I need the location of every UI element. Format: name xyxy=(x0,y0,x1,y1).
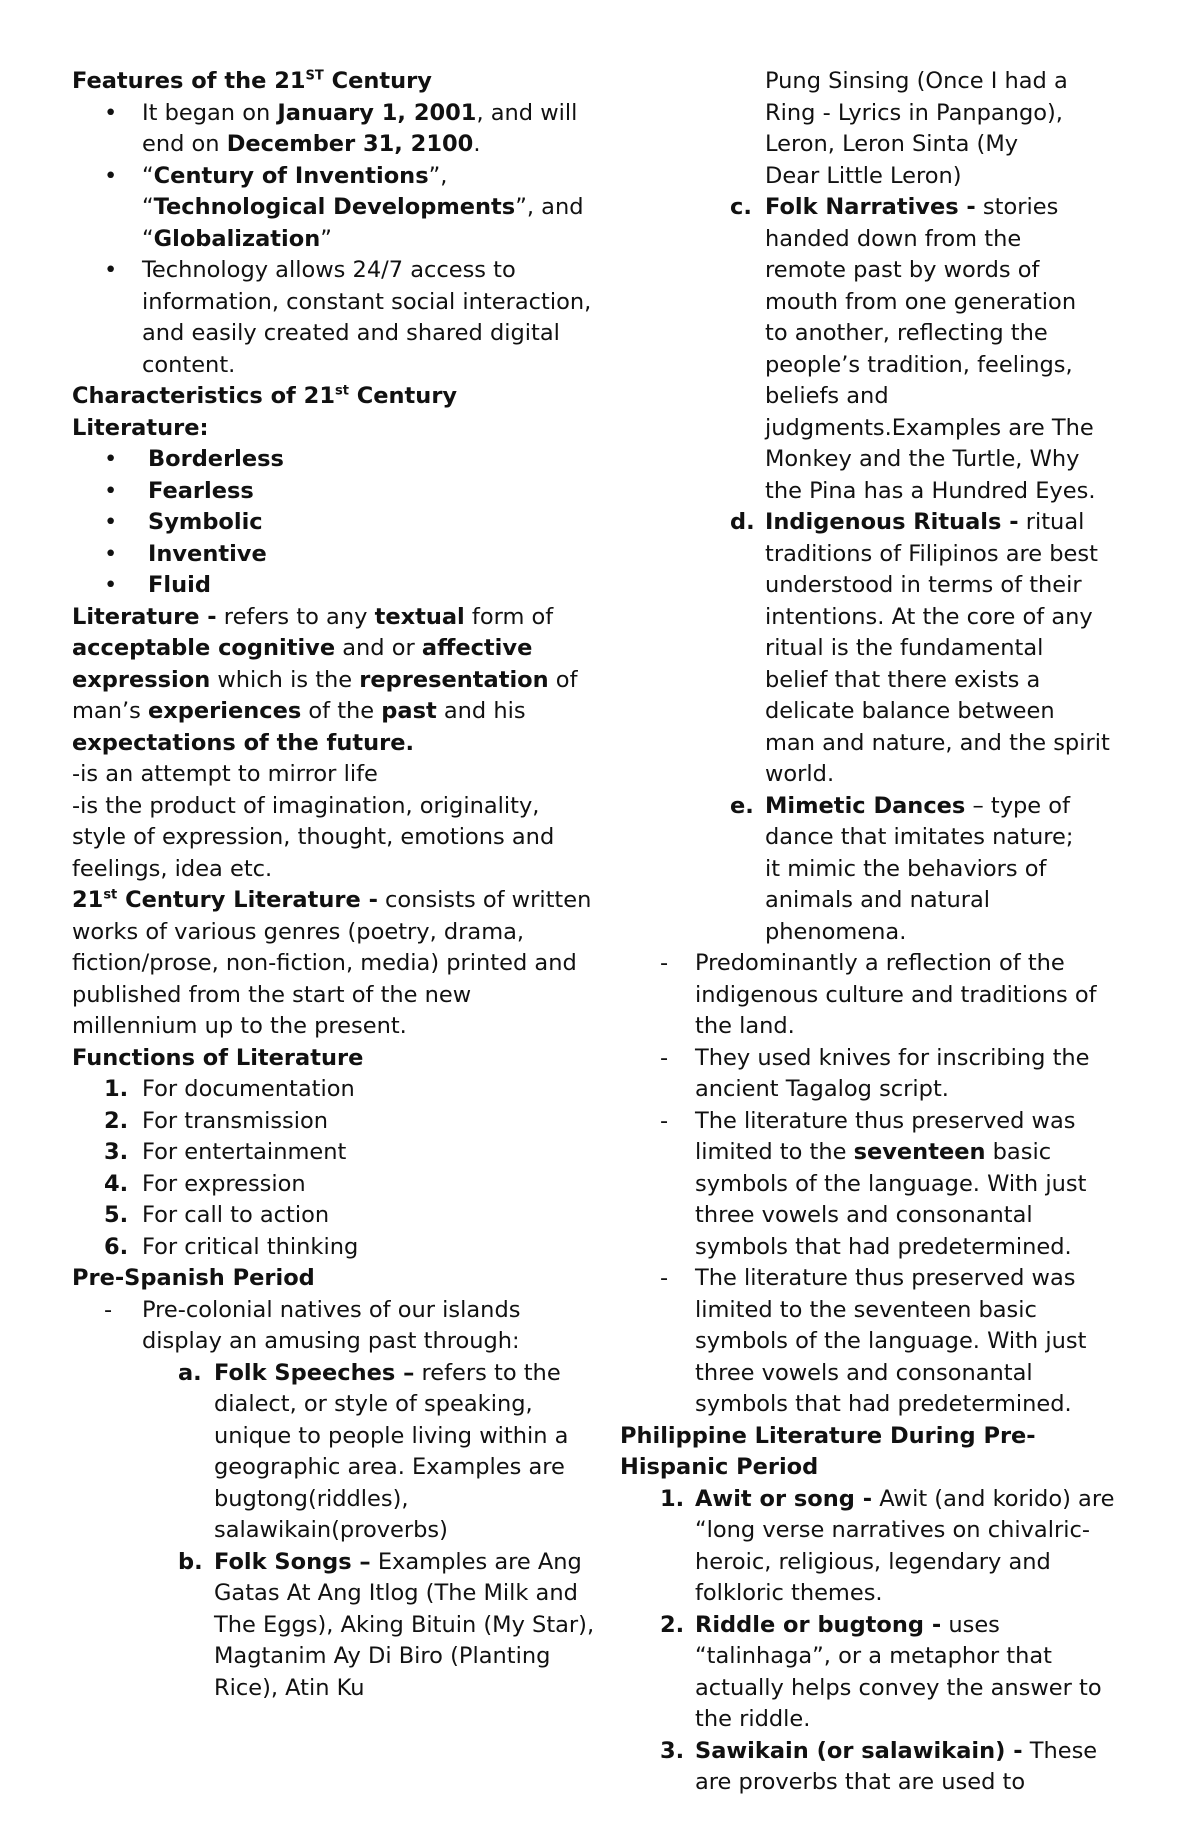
prespanish-intro: - Pre-colonial natives of our islands display an amusing past through: xyxy=(104,1296,521,1354)
characteristic-item: • Fluid xyxy=(104,572,211,598)
dash-item-seventeen-repeat: - The literature thus preserved was limited to the seventeen basic symbols of the language. With just three vowels and consonantal symbols that had predetermined. xyxy=(660,1265,1087,1417)
literature-definition: Literature - refers to any textual form of acceptable cognitive and or affective expression which is the representation of man’s experiences of the past and his expectations of the future. xyxy=(72,603,578,756)
literature-line-mirror: -is an attempt to mirror life xyxy=(72,761,378,787)
literature-line-product: -is the product of imagination, originality, style of expression, thought, emotions and feelings, idea etc. xyxy=(72,792,555,882)
features-bullet-2: • “Century of Inventions”, “Technological Developments”, and “Globalization” xyxy=(104,162,584,252)
functions-heading: Functions of Literature xyxy=(72,1044,364,1071)
folk-songs-item: b. Folk Songs – Examples are Ang Gatas At Ang Itlog (The Milk and The Eggs), Aking Bituin (My Star), Magtanim Ay Di Biro (Planting Rice), Atin Ku xyxy=(178,1548,595,1701)
features-bullet-1: • It began on January 1, 2001, and will end on December 31, 2100. xyxy=(104,99,578,157)
characteristic-item: • Fearless xyxy=(104,477,254,504)
century-literature-definition: 21st Century Literature - consists of written works of various genres (poetry, drama, fiction/prose, non-fiction, media) printed and published from the start of the new millennium up to the present. xyxy=(72,887,592,1039)
function-item: 3. For entertainment xyxy=(104,1139,347,1165)
characteristics-heading: Characteristics of 21st Century Literature: xyxy=(72,383,458,441)
characteristic-item: • Inventive xyxy=(104,540,267,567)
dash-item-reflection: - Predominantly a reflection of the indigenous culture and traditions of the land. xyxy=(660,950,1097,1039)
indigenous-rituals-item: d. Indigenous Rituals - ritual traditions of Filipinos are best understood in terms of their intentions. At the core of any ritual is the fundamental belief that there exists a delicate balance between man and nature, and the spirit world. xyxy=(730,509,1110,787)
function-item: 1. For documentation xyxy=(104,1076,355,1102)
function-item: 4. For expression xyxy=(104,1170,306,1197)
folk-narratives-item: c. Folk Narratives - stories handed down from the remote past by words of mouth from one generation to another, reflecting the people’s tradition, feelings, beliefs and judgments.Examples are The Monkey and the Turtle, Why the Pina has a Hundred Eyes. xyxy=(730,194,1096,504)
characteristic-item: • Borderless xyxy=(104,446,284,472)
function-item: 6. For critical thinking xyxy=(104,1233,359,1260)
features-bullet-3: • Technology allows 24/7 access to information, constant social interaction, and easily created and shared digital content. xyxy=(104,257,592,378)
dash-item-knives: - They used knives for inscribing the ancient Tagalog script. xyxy=(660,1044,1090,1102)
right-column xyxy=(620,66,1140,1799)
mimetic-dances-item: e. Mimetic Dances – type of dance that imitates nature; it mimic the behaviors of animals and natural phenomena. xyxy=(730,792,1074,945)
awit-item: 1. Awit or song - Awit (and korido) are “long verse narratives on chivalric-heroic, religious, legendary and folkloric themes. xyxy=(660,1485,1115,1606)
sawikain-item: 3. Sawikain (or salawikain) - These are proverbs that are used to xyxy=(660,1737,1098,1795)
philippine-literature-heading: Philippine Literature During Pre-Hispanic Period xyxy=(620,1422,1036,1480)
left-column xyxy=(72,66,597,1704)
function-item: 5. For call to action xyxy=(104,1202,330,1228)
function-item: 2. For transmission xyxy=(104,1107,329,1134)
riddle-item: 2. Riddle or bugtong - uses “talinhaga”, or a metaphor that actually helps convey the answer to the riddle. xyxy=(660,1611,1102,1732)
characteristic-item: • Symbolic xyxy=(104,509,263,535)
features-heading: Features of the 21ST Century xyxy=(72,68,432,94)
folk-speeches-item: a. Folk Speeches – refers to the dialect, or style of speaking, unique to people living within a geographic area. Examples are bugtong(riddles), salawikain(proverbs) xyxy=(178,1359,569,1543)
folk-songs-continued: Pung Sinsing (Once I had a Ring - Lyrics in Panpango), Leron, Leron Sinta (My Dear Little Leron) xyxy=(765,68,1068,189)
dash-item-seventeen: - The literature thus preserved was limited to the seventeen basic symbols of the language. With just three vowels and consonantal symbols that had predetermined. xyxy=(660,1107,1087,1260)
prespanish-heading: Pre-Spanish Period xyxy=(72,1265,315,1291)
